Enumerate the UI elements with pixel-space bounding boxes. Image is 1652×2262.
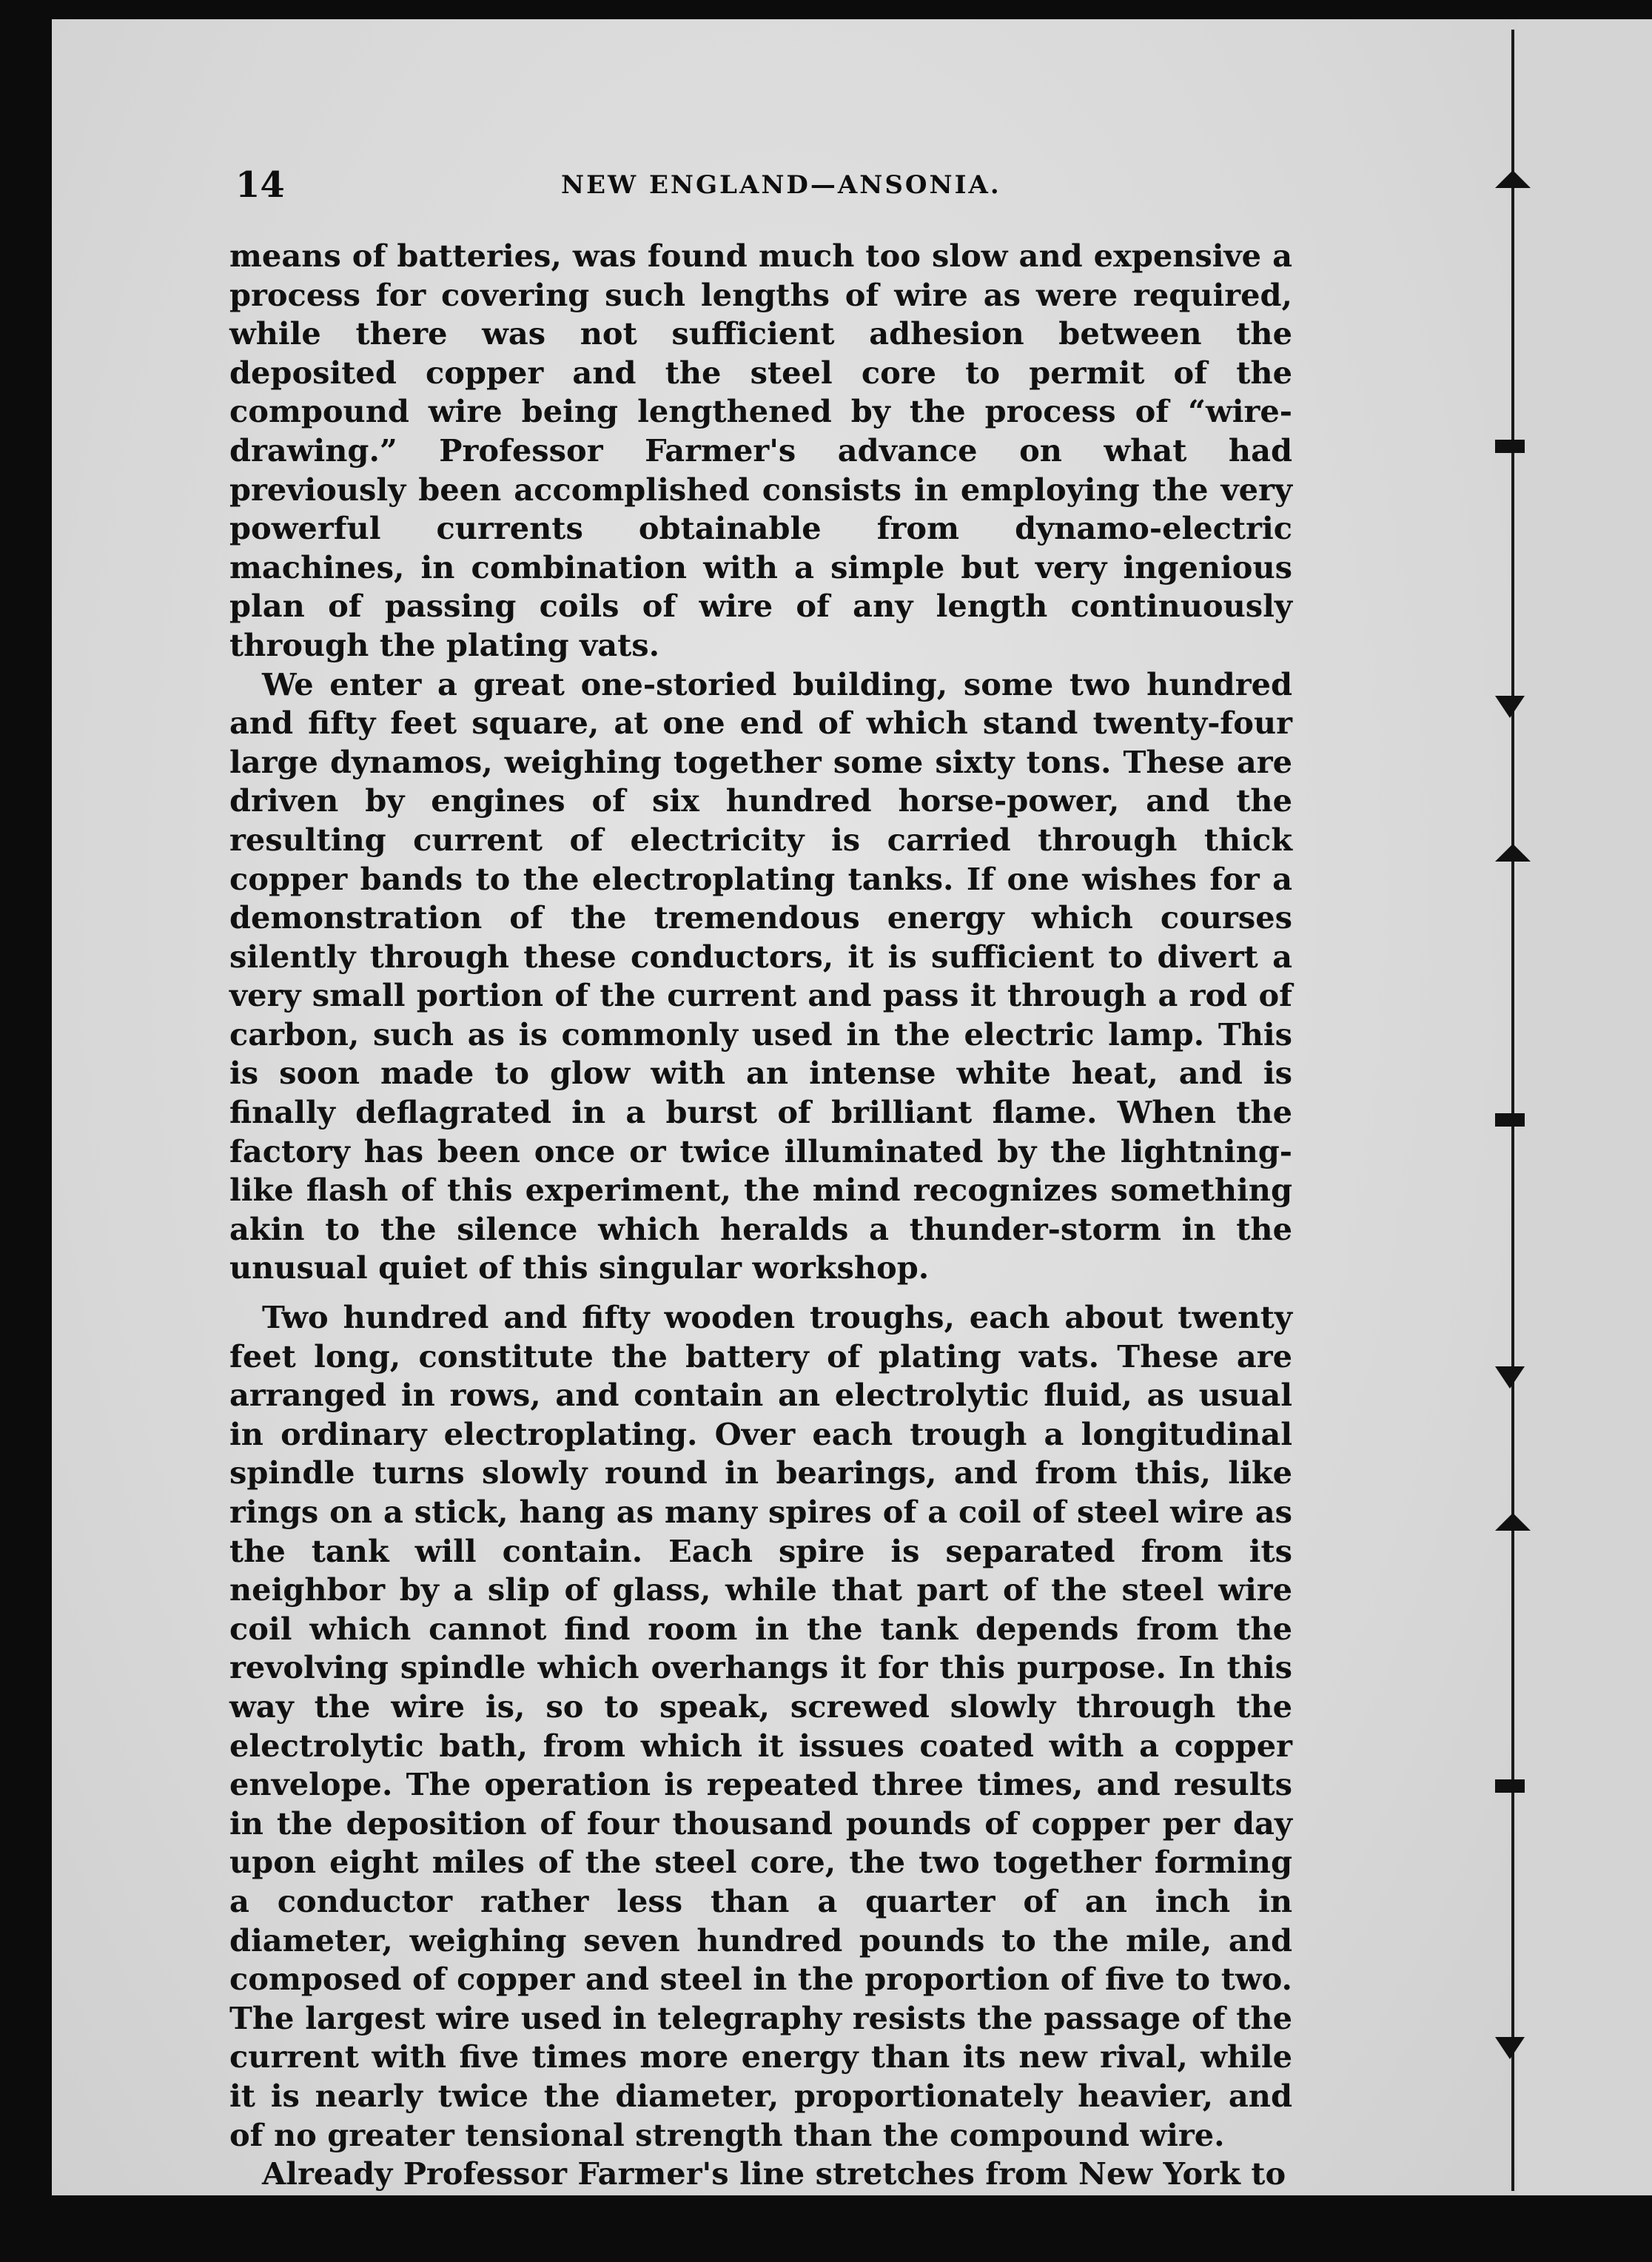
paragraph: Already Professor Farmer's line stretches from New York to	[262, 2155, 1286, 2192]
margin-marker-icon	[1495, 2037, 1525, 2059]
paragraph: means of batteries, was found much too slow and expensive a process for covering such lengths of wire as were required, while there was not sufficient adhesion between the deposited copper and the steel core to permit of the compound wire being lengthened by the process of “wire-drawing.” Professor Farmer's advance on what had previously been accomplished consists in employing the very powerful currents obtainable from dynamo-electric machines, in combination with a simple but very ingenious plan of passing coils of wire of any length continuously through the plating vats.	[229, 238, 1292, 663]
paragraph: We enter a great one-storied building, some two hundred and fifty feet square, at one end of which stand twenty-four large dynamos, weighing together some sixty tons. These are driven by engines of six hundred horse-power, and the resulting current of electricity is carried through thick copper bands to the electroplating tanks. If one wishes for a demonstration of the tremendous energy which courses silently through these conductors, it is sufficient to divert a very small portion of the current and pass it through a rod of carbon, such as is commonly used in the electric lamp. This is soon made to glow with an intense white heat, and is finally deflagrated in a burst of brilliant flame. When the factory has been once or twice illuminated by the lightning-like flash of this experiment, the mind recognizes something akin to the silence which heralds a thunder-storm in the unusual quiet of this singular workshop.	[229, 665, 1292, 1286]
margin-marker-icon	[1495, 1779, 1525, 1793]
margin-marker-icon	[1495, 1113, 1525, 1127]
margin-marker-icon	[1495, 1366, 1525, 1389]
body-text	[229, 237, 1292, 2194]
margin-marker-icon	[1495, 844, 1531, 862]
adjacent-page-edge	[1517, 19, 1652, 2195]
margin-marker-icon	[1495, 440, 1525, 453]
margin-marker-icon	[1495, 696, 1525, 718]
binding-line	[1511, 30, 1514, 2191]
paragraph: Two hundred and fifty wooden troughs, each about twenty feet long, constitute the battery of plating vats. These are arranged in rows, and contain an electrolytic fluid, as usual in ordinary electroplating. Over each trough a longitudinal spindle turns slowly round in bearings, and from this, like rings on a stick, hang as many spires of a coil of steel wire as the tank will contain. Each spire is separated from its neighbor by a slip of glass, while that part of the steel wire coil which cannot find room in the tank depends from the revolving spindle which overhangs it for this purpose. In this way the wire is, so to speak, screwed slowly through the electrolytic bath, from which it issues coated with a copper envelope. The operation is repeated three times, and results in the deposition of four thousand pounds of copper per day upon eight miles of the steel core, the two together forming a conductor rather less than a quarter of an inch in diameter, weighing seven hundred pounds to the mile, and composed of copper and steel in the proportion of five to two. The largest wire used in telegraphy resists the passage of the current with five times more energy than its new rival, while it is nearly twice the diameter, proportionately heavier, and of no greater tensional strength than the compound wire.	[229, 1299, 1292, 2153]
margin-marker-icon	[1495, 1513, 1531, 1531]
margin-marker-icon	[1495, 170, 1531, 188]
running-title: NEW ENGLAND—ANSONIA.	[561, 170, 1001, 200]
scan-bottom-edge	[52, 2195, 1652, 2262]
page-number: 14	[235, 164, 285, 206]
page-header	[235, 164, 1309, 209]
